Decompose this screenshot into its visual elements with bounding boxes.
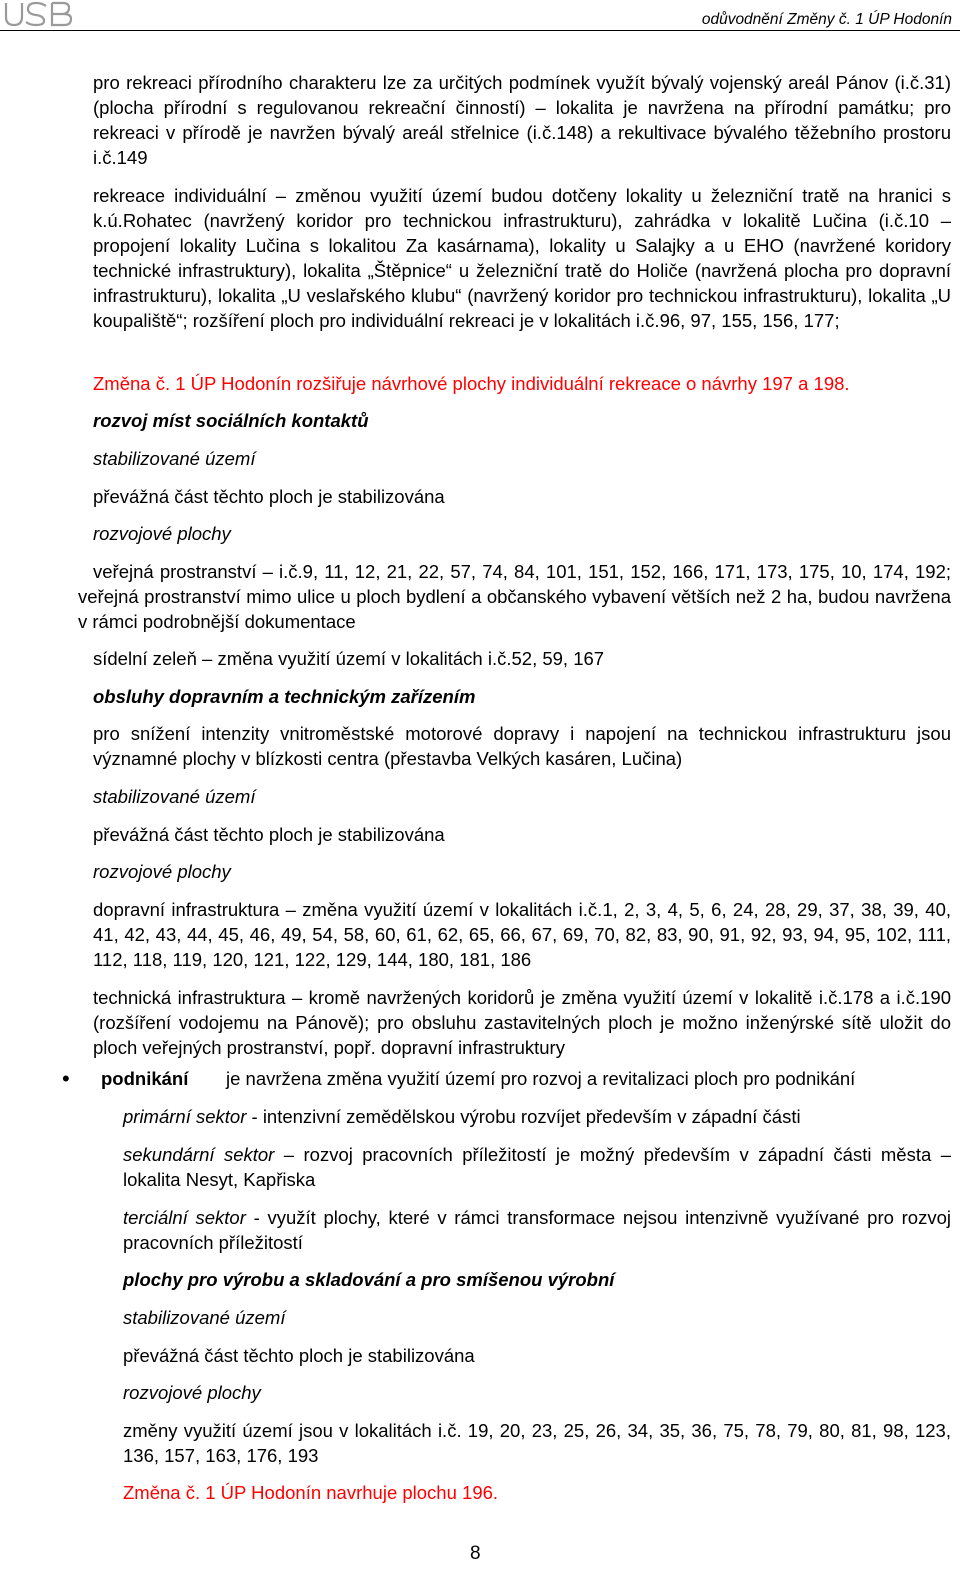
sekundarni-sektor-label: sekundární sektor	[123, 1144, 275, 1165]
paragraph-sidelni-zelen: sídelní zeleň – změna využití území v lokalitách i.č.52, 59, 167	[93, 648, 605, 669]
sekundarni-sektor-text: – rozvoj pracovních příležitostí je možný především v západní části města – lokalita Nesyt, Kapřiska	[123, 1144, 951, 1190]
primarni-sektor-text: - intenzivní zemědělskou výrobu rozvíjet především v západní části	[246, 1106, 801, 1127]
bullet-text-podnikani: je navržena změna využití území pro rozvoj a revitalizaci ploch pro podnikání	[226, 1068, 856, 1089]
subheading-rozvojove-3: rozvojové plochy	[123, 1382, 261, 1403]
paragraph-stabilizovana-3: převážná část těchto ploch je stabilizována	[123, 1345, 475, 1366]
paragraph-terciarni-sektor	[123, 1205, 951, 1255]
paragraph-verejna-prostranstvi: veřejná prostranství – i.č.9, 11, 12, 21, 22, 57, 74, 84, 101, 151, 152, 166, 171, 173, 175, 10, 174, 192; veřejná prostranství mimo ulice u ploch bydlení a občanského vybavení větších než 2 ha, budou navržena v rámci podrobnější dokumentace	[78, 561, 951, 632]
terciarni-sektor-label: terciální sektor	[123, 1207, 246, 1228]
header-divider	[0, 30, 960, 31]
change-note-plocha-196: Změna č. 1 ÚP Hodonín navrhuje plochu 196.	[123, 1482, 499, 1503]
subheading-stabilizovane-2: stabilizované území	[93, 786, 256, 807]
paragraph-sekundarni-sektor	[123, 1142, 951, 1192]
heading-socialni-kontakty: rozvoj míst sociálních kontaktů	[93, 410, 369, 431]
paragraph-snizeni-intenzity: pro snížení intenzity vnitroměstské motorové dopravy i napojení na technickou infrastrukturu jsou významné plochy v blízkosti centra (přestavba Velkých kasáren, Lučina)	[93, 723, 951, 769]
paragraph-rekreace-prirodni: pro rekreaci přírodního charakteru lze za určitých podmínek využít bývalý vojenský areál Pánov (i.č.31) (plocha přírodní s regulovanou rekreační činností) – lokalita je navržena na přírodní památku; pro rekreaci v přírodě je navržen bývalý areál střelnice (i.č.148) a rekultivace bývalého těžebního prostoru i.č.149	[93, 72, 951, 168]
heading-dopravni-technicke: obsluhy dopravním a technickým zařízením	[93, 686, 476, 707]
change-note-rekreace: Změna č. 1 ÚP Hodonín rozšiřuje návrhové plochy individuální rekreace o návrhy 197 a 198.	[93, 373, 850, 394]
paragraph-dopravni-infrastruktura: dopravní infrastruktura – změna využití území v lokalitách i.č.1, 2, 3, 4, 5, 6, 24, 28, 29, 37, 38, 39, 40, 41, 42, 43, 44, 45, 46, 49, 54, 58, 60, 61, 62, 65, 66, 67, 69, 70, 82, 83, 90, 91, 92, 93, 94, 95, 102, 111, 112, 118, 119, 120, 121, 122, 129, 144, 180, 181, 186	[93, 899, 951, 970]
page-number: 8	[470, 1543, 481, 1564]
subheading-rozvojove-1: rozvojové plochy	[93, 523, 231, 544]
paragraph-primarni-sektor	[123, 1104, 951, 1129]
page-header	[0, 0, 960, 32]
terciarni-sektor-text: - využít plochy, které v rámci transformace nejsou intenzivně využívané pro rozvoj pracovních příležitostí	[123, 1207, 951, 1253]
paragraph-stabilizovana-2: převážná část těchto ploch je stabilizována	[93, 824, 445, 845]
primarni-sektor-label: primární sektor	[123, 1106, 247, 1127]
subheading-stabilizovane-3: stabilizované území	[123, 1307, 286, 1328]
paragraph-technicka-infrastruktura: technická infrastruktura – kromě navržených koridorů je změna využití území v lokalitě i.č.178 a i.č.190 (rozšíření vodojemu na Pánově); pro obsluhu zastavitelných ploch je možno inženýrské sítě uložit do ploch veřejných prostranství, popř. dopravní infrastruktury	[93, 987, 951, 1058]
paragraph-stabilizovana-1: převážná část těchto ploch je stabilizována	[93, 486, 445, 507]
bullet-point: •	[62, 1066, 70, 1091]
usb-logo	[2, 0, 74, 28]
paragraph-rekreace-individualni: rekreace individuální – změnou využití území budou dotčeny lokality u železniční tratě na hranici s k.ú.Rohatec (navržený koridor pro technickou infrastrukturu), zahrádka v lokalitě Lučina (i.č.10 – propojení lokality Lučina s lokalitou Za kasárnama), lokality u Salajky a u EHO (navržené koridory technické infrastruktury), lokalita „Štěpnice“ u železniční tratě do Holiče (navržená plocha pro dopravní infrastrukturu), lokalita „U veslařského klubu“ (navržený koridor pro technickou infrastrukturu), lokalita „U koupaliště“; rozšíření ploch pro individuální rekreaci je v lokalitách i.č.96, 97, 155, 156, 177;	[93, 185, 951, 331]
document-title: odůvodnění Změny č. 1 ÚP Hodonín	[701, 11, 952, 28]
heading-vyroba-skladovani: plochy pro výrobu a skladování a pro smíšenou výrobní	[123, 1269, 615, 1290]
bullet-label-podnikani: podnikání	[101, 1068, 189, 1089]
subheading-stabilizovane-1: stabilizované území	[93, 448, 256, 469]
paragraph-zmeny-vyuziti: změny využití území jsou v lokalitách i.č. 19, 20, 23, 25, 26, 34, 35, 36, 75, 78, 79, 80, 81, 98, 123, 136, 157, 163, 176, 193	[123, 1420, 951, 1466]
subheading-rozvojove-2: rozvojové plochy	[93, 861, 231, 882]
